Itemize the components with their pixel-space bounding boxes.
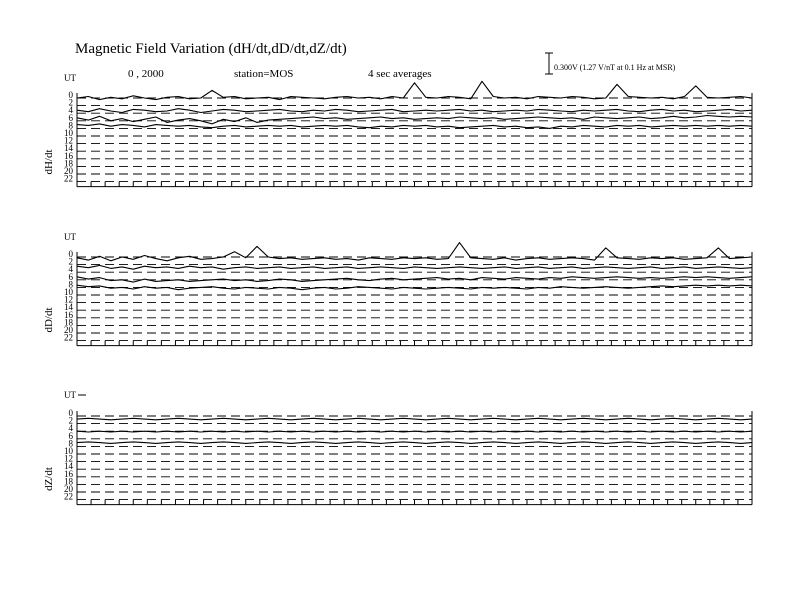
y-tick-label: 8 [68,120,73,131]
y-tick-label: 8 [68,438,73,449]
trace-3 [77,442,752,444]
y-tick-label: 4 [68,423,73,434]
y-tick-label: 0 [68,408,73,418]
y-tick-label: 20 [64,166,73,176]
panel-dh-dt [43,73,752,187]
y-tick-label: 10 [64,446,73,456]
panels [43,73,752,505]
trace-1 [77,243,752,261]
y-tick-label: 20 [64,484,73,494]
ut-axis-label: UT [64,232,76,242]
y-tick-label: 0 [68,249,73,259]
trace-2 [77,109,752,113]
y-tick-label: 6 [68,430,73,441]
panel-ylabel: dZ/dt [43,467,55,491]
y-tick-label: 10 [64,287,73,297]
trace-4 [77,124,752,128]
y-tick-label: 2 [68,415,73,426]
panel-ylabel: dD/dt [43,307,55,333]
scale-bar [545,53,676,74]
y-tick-label: 2 [68,256,73,267]
y-tick-label: 4 [68,264,73,275]
y-tick-label: 22 [64,332,73,343]
y-tick-label: 18 [64,158,73,169]
y-tick-label: 18 [64,476,73,487]
y-tick-label: 12 [64,135,73,146]
y-tick-label: 6 [68,112,73,123]
ut-axis-label: UT [64,390,76,400]
y-tick-label: 4 [68,105,73,116]
chart-title: Magnetic Field Variation (dH/dt,dD/dt,dZ/dt) [75,41,347,57]
y-tick-label: 16 [64,150,73,161]
date-label: 0 , 2000 [128,68,164,80]
y-tick-label: 0 [68,90,73,100]
y-tick-label: 8 [68,279,73,290]
ut-axis-label: UT [64,73,76,83]
station-label: station=MOS [234,68,294,80]
trace-1 [77,418,752,420]
y-tick-label: 10 [64,128,73,138]
y-tick-label: 14 [64,143,73,154]
y-tick-label: 12 [64,294,73,305]
y-tick-label: 12 [64,453,73,464]
averaging-label: 4 sec averages [368,68,432,80]
trace-3 [77,116,752,124]
panel-ylabel: dH/dt [43,149,55,175]
y-tick-label: 6 [68,271,73,282]
y-tick-label: 14 [64,461,73,472]
y-tick-label: 2 [68,97,73,108]
y-tick-label: 16 [64,468,73,479]
y-tick-label: 22 [64,491,73,502]
panel-dd-dt [43,232,752,346]
y-tick-label: 18 [64,317,73,328]
scale-bar-label: 0.300V (1.27 V/nT at 0.1 Hz at MSR) [554,63,676,72]
panel-dz-dt [43,390,752,505]
y-tick-label: 14 [64,302,73,313]
y-tick-label: 22 [64,173,73,184]
trace-1 [77,81,752,99]
trace-2 [77,265,752,269]
trace-3 [77,277,752,282]
y-tick-label: 20 [64,325,73,335]
y-tick-label: 16 [64,309,73,320]
